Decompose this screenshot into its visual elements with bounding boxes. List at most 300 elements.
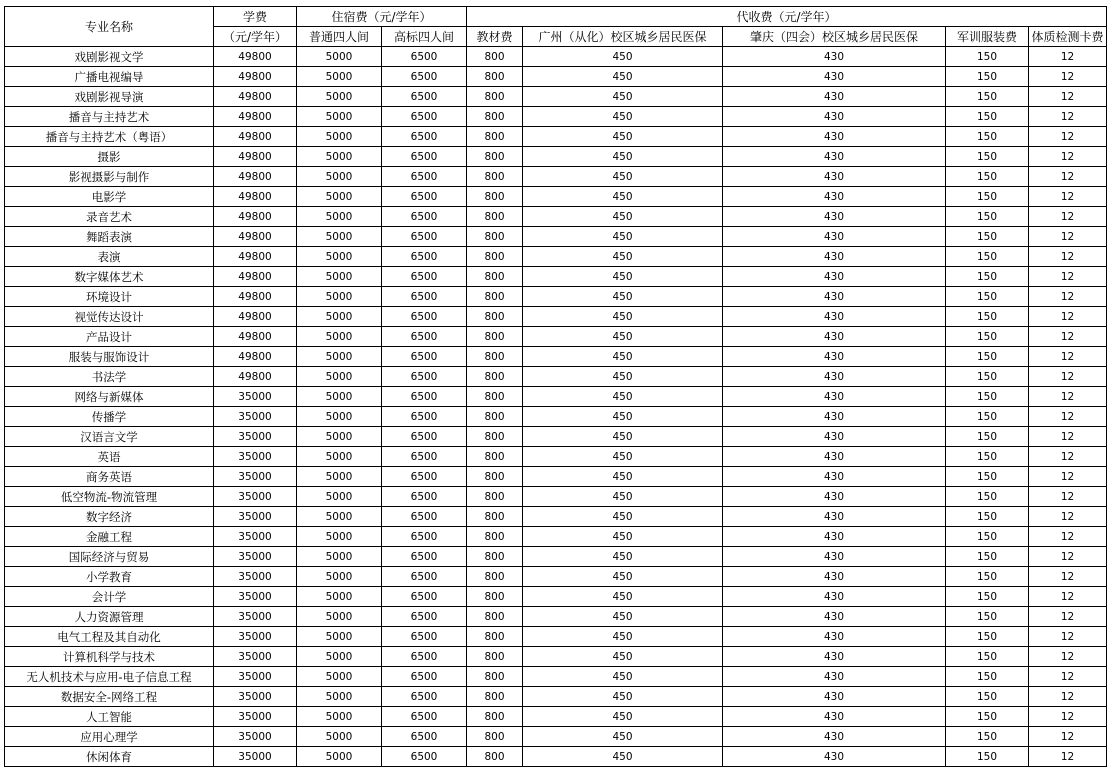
lodging-regular-cell: 5000: [297, 587, 382, 607]
major-name-cell: 商务英语: [5, 467, 214, 487]
uniform-cell: 150: [946, 287, 1029, 307]
physical-card-cell: 12: [1029, 247, 1107, 267]
insurance-guangzhou-cell: 450: [523, 87, 723, 107]
insurance-guangzhou-cell: 450: [523, 687, 723, 707]
uniform-cell: 150: [946, 327, 1029, 347]
table-row: [5, 507, 1107, 527]
physical-card-cell: 12: [1029, 287, 1107, 307]
major-name-cell: 无人机技术与应用-电子信息工程: [5, 667, 214, 687]
tuition-cell: 49800: [214, 207, 297, 227]
tuition-cell: 49800: [214, 127, 297, 147]
physical-card-cell: 12: [1029, 347, 1107, 367]
lodging-regular-cell: 5000: [297, 507, 382, 527]
insurance-zhaoqing-cell: 430: [723, 107, 946, 127]
lodging-regular-cell: 5000: [297, 227, 382, 247]
lodging-regular-cell: 5000: [297, 107, 382, 127]
physical-card-cell: 12: [1029, 47, 1107, 67]
tuition-cell: 49800: [214, 47, 297, 67]
header-lodging-regular: 普通四人间: [297, 27, 382, 47]
lodging-regular-cell: 5000: [297, 367, 382, 387]
table-row: [5, 427, 1107, 447]
lodging-premium-cell: 6500: [382, 187, 467, 207]
tuition-cell: 35000: [214, 527, 297, 547]
textbook-cell: 800: [467, 287, 523, 307]
textbook-cell: 800: [467, 127, 523, 147]
insurance-zhaoqing-cell: 430: [723, 267, 946, 287]
physical-card-cell: 12: [1029, 427, 1107, 447]
lodging-premium-cell: 6500: [382, 667, 467, 687]
textbook-cell: 800: [467, 67, 523, 87]
major-name-cell: 书法学: [5, 367, 214, 387]
lodging-premium-cell: 6500: [382, 567, 467, 587]
lodging-premium-cell: 6500: [382, 107, 467, 127]
tuition-cell: 35000: [214, 467, 297, 487]
table-row: [5, 87, 1107, 107]
header-insurance-zhaoqing: 肇庆（四会）校区城乡居民医保: [723, 27, 946, 47]
uniform-cell: 150: [946, 707, 1029, 727]
physical-card-cell: 12: [1029, 687, 1107, 707]
tuition-cell: 35000: [214, 627, 297, 647]
physical-card-cell: 12: [1029, 647, 1107, 667]
table-row: [5, 607, 1107, 627]
insurance-guangzhou-cell: 450: [523, 427, 723, 447]
insurance-zhaoqing-cell: 430: [723, 67, 946, 87]
uniform-cell: 150: [946, 67, 1029, 87]
insurance-guangzhou-cell: 450: [523, 447, 723, 467]
insurance-zhaoqing-cell: 430: [723, 307, 946, 327]
insurance-zhaoqing-cell: 430: [723, 687, 946, 707]
lodging-regular-cell: 5000: [297, 347, 382, 367]
major-name-cell: 小学教育: [5, 567, 214, 587]
lodging-premium-cell: 6500: [382, 367, 467, 387]
physical-card-cell: 12: [1029, 727, 1107, 747]
lodging-premium-cell: 6500: [382, 527, 467, 547]
lodging-premium-cell: 6500: [382, 627, 467, 647]
uniform-cell: 150: [946, 507, 1029, 527]
tuition-cell: 49800: [214, 67, 297, 87]
insurance-guangzhou-cell: 450: [523, 727, 723, 747]
uniform-cell: 150: [946, 227, 1029, 247]
lodging-regular-cell: 5000: [297, 427, 382, 447]
lodging-premium-cell: 6500: [382, 487, 467, 507]
header-tuition: 学费: [214, 7, 297, 27]
major-name-cell: 播音与主持艺术（粤语）: [5, 127, 214, 147]
textbook-cell: 800: [467, 627, 523, 647]
table-row: [5, 267, 1107, 287]
major-name-cell: 服装与服饰设计: [5, 347, 214, 367]
major-name-cell: 广播电视编导: [5, 67, 214, 87]
lodging-regular-cell: 5000: [297, 327, 382, 347]
insurance-guangzhou-cell: 450: [523, 47, 723, 67]
table-row: [5, 347, 1107, 367]
insurance-zhaoqing-cell: 430: [723, 647, 946, 667]
uniform-cell: 150: [946, 247, 1029, 267]
tuition-cell: 35000: [214, 647, 297, 667]
lodging-premium-cell: 6500: [382, 207, 467, 227]
lodging-regular-cell: 5000: [297, 267, 382, 287]
insurance-guangzhou-cell: 450: [523, 347, 723, 367]
textbook-cell: 800: [467, 187, 523, 207]
major-name-cell: 电气工程及其自动化: [5, 627, 214, 647]
major-name-cell: 人工智能: [5, 707, 214, 727]
lodging-premium-cell: 6500: [382, 727, 467, 747]
major-name-cell: 舞蹈表演: [5, 227, 214, 247]
table-row: [5, 467, 1107, 487]
insurance-guangzhou-cell: 450: [523, 587, 723, 607]
textbook-cell: 800: [467, 367, 523, 387]
lodging-regular-cell: 5000: [297, 447, 382, 467]
table-row: [5, 207, 1107, 227]
lodging-regular-cell: 5000: [297, 607, 382, 627]
lodging-premium-cell: 6500: [382, 507, 467, 527]
tuition-cell: 35000: [214, 427, 297, 447]
uniform-cell: 150: [946, 87, 1029, 107]
table-row: [5, 627, 1107, 647]
lodging-premium-cell: 6500: [382, 47, 467, 67]
insurance-guangzhou-cell: 450: [523, 187, 723, 207]
insurance-guangzhou-cell: 450: [523, 467, 723, 487]
insurance-zhaoqing-cell: 430: [723, 487, 946, 507]
physical-card-cell: 12: [1029, 467, 1107, 487]
insurance-zhaoqing-cell: 430: [723, 707, 946, 727]
major-name-cell: 人力资源管理: [5, 607, 214, 627]
physical-card-cell: 12: [1029, 67, 1107, 87]
textbook-cell: 800: [467, 307, 523, 327]
major-name-cell: 数字经济: [5, 507, 214, 527]
lodging-regular-cell: 5000: [297, 547, 382, 567]
lodging-premium-cell: 6500: [382, 747, 467, 767]
lodging-premium-cell: 6500: [382, 387, 467, 407]
insurance-zhaoqing-cell: 430: [723, 547, 946, 567]
tuition-cell: 35000: [214, 407, 297, 427]
physical-card-cell: 12: [1029, 567, 1107, 587]
lodging-premium-cell: 6500: [382, 287, 467, 307]
major-name-cell: 传播学: [5, 407, 214, 427]
insurance-guangzhou-cell: 450: [523, 707, 723, 727]
physical-card-cell: 12: [1029, 227, 1107, 247]
physical-card-cell: 12: [1029, 407, 1107, 427]
major-name-cell: 电影学: [5, 187, 214, 207]
physical-card-cell: 12: [1029, 267, 1107, 287]
physical-card-cell: 12: [1029, 147, 1107, 167]
lodging-regular-cell: 5000: [297, 707, 382, 727]
table-row: [5, 107, 1107, 127]
physical-card-cell: 12: [1029, 107, 1107, 127]
table-row: [5, 707, 1107, 727]
lodging-premium-cell: 6500: [382, 647, 467, 667]
insurance-guangzhou-cell: 450: [523, 127, 723, 147]
lodging-premium-cell: 6500: [382, 347, 467, 367]
lodging-premium-cell: 6500: [382, 587, 467, 607]
insurance-guangzhou-cell: 450: [523, 607, 723, 627]
lodging-premium-cell: 6500: [382, 227, 467, 247]
lodging-premium-cell: 6500: [382, 427, 467, 447]
tuition-cell: 49800: [214, 227, 297, 247]
tuition-cell: 49800: [214, 107, 297, 127]
lodging-premium-cell: 6500: [382, 607, 467, 627]
table-row: [5, 407, 1107, 427]
lodging-regular-cell: 5000: [297, 687, 382, 707]
insurance-guangzhou-cell: 450: [523, 387, 723, 407]
uniform-cell: 150: [946, 147, 1029, 167]
lodging-regular-cell: 5000: [297, 147, 382, 167]
header-physical-card: 体质检测卡费: [1029, 27, 1107, 47]
uniform-cell: 150: [946, 407, 1029, 427]
tuition-cell: 49800: [214, 87, 297, 107]
lodging-regular-cell: 5000: [297, 207, 382, 227]
tuition-cell: 35000: [214, 587, 297, 607]
table-row: [5, 187, 1107, 207]
textbook-cell: 800: [467, 707, 523, 727]
insurance-zhaoqing-cell: 430: [723, 407, 946, 427]
tuition-cell: 49800: [214, 307, 297, 327]
major-name-cell: 影视摄影与制作: [5, 167, 214, 187]
major-name-cell: 录音艺术: [5, 207, 214, 227]
major-name-cell: 摄影: [5, 147, 214, 167]
insurance-guangzhou-cell: 450: [523, 647, 723, 667]
insurance-guangzhou-cell: 450: [523, 747, 723, 767]
tuition-cell: 49800: [214, 267, 297, 287]
tuition-cell: 35000: [214, 567, 297, 587]
physical-card-cell: 12: [1029, 87, 1107, 107]
uniform-cell: 150: [946, 667, 1029, 687]
insurance-zhaoqing-cell: 430: [723, 167, 946, 187]
tuition-cell: 35000: [214, 547, 297, 567]
insurance-zhaoqing-cell: 430: [723, 587, 946, 607]
uniform-cell: 150: [946, 447, 1029, 467]
table-row: [5, 147, 1107, 167]
lodging-regular-cell: 5000: [297, 647, 382, 667]
physical-card-cell: 12: [1029, 507, 1107, 527]
uniform-cell: 150: [946, 607, 1029, 627]
textbook-cell: 800: [467, 747, 523, 767]
table-row: [5, 487, 1107, 507]
major-name-cell: 应用心理学: [5, 727, 214, 747]
table-row: [5, 227, 1107, 247]
fee-table: [4, 6, 1107, 767]
insurance-guangzhou-cell: 450: [523, 207, 723, 227]
lodging-regular-cell: 5000: [297, 487, 382, 507]
table-row: [5, 367, 1107, 387]
tuition-cell: 49800: [214, 347, 297, 367]
uniform-cell: 150: [946, 527, 1029, 547]
textbook-cell: 800: [467, 687, 523, 707]
insurance-guangzhou-cell: 450: [523, 367, 723, 387]
lodging-premium-cell: 6500: [382, 327, 467, 347]
insurance-guangzhou-cell: 450: [523, 567, 723, 587]
uniform-cell: 150: [946, 487, 1029, 507]
lodging-premium-cell: 6500: [382, 467, 467, 487]
insurance-zhaoqing-cell: 430: [723, 467, 946, 487]
tuition-cell: 49800: [214, 327, 297, 347]
textbook-cell: 800: [467, 167, 523, 187]
textbook-cell: 800: [467, 327, 523, 347]
uniform-cell: 150: [946, 427, 1029, 447]
uniform-cell: 150: [946, 207, 1029, 227]
insurance-guangzhou-cell: 450: [523, 267, 723, 287]
table-row: [5, 307, 1107, 327]
major-name-cell: 视觉传达设计: [5, 307, 214, 327]
textbook-cell: 800: [467, 487, 523, 507]
major-name-cell: 汉语言文学: [5, 427, 214, 447]
insurance-guangzhou-cell: 450: [523, 627, 723, 647]
uniform-cell: 150: [946, 267, 1029, 287]
lodging-premium-cell: 6500: [382, 407, 467, 427]
major-name-cell: 产品设计: [5, 327, 214, 347]
header-major: 专业名称: [5, 7, 214, 47]
table-body: [5, 47, 1107, 767]
major-name-cell: 英语: [5, 447, 214, 467]
tuition-cell: 35000: [214, 707, 297, 727]
tuition-cell: 35000: [214, 487, 297, 507]
uniform-cell: 150: [946, 647, 1029, 667]
header-lodging-premium: 高标四人间: [382, 27, 467, 47]
lodging-regular-cell: 5000: [297, 187, 382, 207]
insurance-zhaoqing-cell: 430: [723, 427, 946, 447]
table-header: [5, 7, 1107, 47]
lodging-premium-cell: 6500: [382, 167, 467, 187]
textbook-cell: 800: [467, 727, 523, 747]
lodging-regular-cell: 5000: [297, 467, 382, 487]
textbook-cell: 800: [467, 147, 523, 167]
lodging-regular-cell: 5000: [297, 387, 382, 407]
lodging-regular-cell: 5000: [297, 307, 382, 327]
lodging-regular-cell: 5000: [297, 247, 382, 267]
textbook-cell: 800: [467, 527, 523, 547]
lodging-premium-cell: 6500: [382, 87, 467, 107]
physical-card-cell: 12: [1029, 747, 1107, 767]
uniform-cell: 150: [946, 347, 1029, 367]
major-name-cell: 戏剧影视导演: [5, 87, 214, 107]
uniform-cell: 150: [946, 367, 1029, 387]
insurance-guangzhou-cell: 450: [523, 527, 723, 547]
insurance-zhaoqing-cell: 430: [723, 627, 946, 647]
textbook-cell: 800: [467, 107, 523, 127]
table-row: [5, 587, 1107, 607]
table-row: [5, 667, 1107, 687]
lodging-premium-cell: 6500: [382, 247, 467, 267]
insurance-zhaoqing-cell: 430: [723, 127, 946, 147]
lodging-regular-cell: 5000: [297, 747, 382, 767]
textbook-cell: 800: [467, 547, 523, 567]
insurance-guangzhou-cell: 450: [523, 667, 723, 687]
insurance-guangzhou-cell: 450: [523, 147, 723, 167]
insurance-zhaoqing-cell: 430: [723, 507, 946, 527]
insurance-zhaoqing-cell: 430: [723, 287, 946, 307]
textbook-cell: 800: [467, 467, 523, 487]
insurance-zhaoqing-cell: 430: [723, 347, 946, 367]
lodging-premium-cell: 6500: [382, 547, 467, 567]
uniform-cell: 150: [946, 187, 1029, 207]
lodging-regular-cell: 5000: [297, 527, 382, 547]
major-name-cell: 数字媒体艺术: [5, 267, 214, 287]
lodging-premium-cell: 6500: [382, 267, 467, 287]
insurance-guangzhou-cell: 450: [523, 507, 723, 527]
tuition-cell: 35000: [214, 607, 297, 627]
insurance-guangzhou-cell: 450: [523, 227, 723, 247]
insurance-guangzhou-cell: 450: [523, 407, 723, 427]
insurance-zhaoqing-cell: 430: [723, 87, 946, 107]
header-collected-fees: 代收费（元/学年）: [467, 7, 1107, 27]
insurance-guangzhou-cell: 450: [523, 327, 723, 347]
lodging-premium-cell: 6500: [382, 707, 467, 727]
uniform-cell: 150: [946, 47, 1029, 67]
textbook-cell: 800: [467, 87, 523, 107]
table-row: [5, 527, 1107, 547]
lodging-premium-cell: 6500: [382, 147, 467, 167]
textbook-cell: 800: [467, 667, 523, 687]
textbook-cell: 800: [467, 387, 523, 407]
table-row: [5, 687, 1107, 707]
major-name-cell: 戏剧影视文学: [5, 47, 214, 67]
physical-card-cell: 12: [1029, 307, 1107, 327]
insurance-zhaoqing-cell: 430: [723, 447, 946, 467]
major-name-cell: 国际经济与贸易: [5, 547, 214, 567]
table-row: [5, 567, 1107, 587]
major-name-cell: 低空物流-物流管理: [5, 487, 214, 507]
insurance-zhaoqing-cell: 430: [723, 327, 946, 347]
table-row: [5, 247, 1107, 267]
insurance-zhaoqing-cell: 430: [723, 387, 946, 407]
physical-card-cell: 12: [1029, 667, 1107, 687]
table-row: [5, 287, 1107, 307]
insurance-zhaoqing-cell: 430: [723, 607, 946, 627]
textbook-cell: 800: [467, 347, 523, 367]
physical-card-cell: 12: [1029, 207, 1107, 227]
textbook-cell: 800: [467, 647, 523, 667]
lodging-regular-cell: 5000: [297, 47, 382, 67]
uniform-cell: 150: [946, 307, 1029, 327]
textbook-cell: 800: [467, 427, 523, 447]
lodging-regular-cell: 5000: [297, 727, 382, 747]
major-name-cell: 数据安全-网络工程: [5, 687, 214, 707]
textbook-cell: 800: [467, 607, 523, 627]
table-row: [5, 167, 1107, 187]
insurance-guangzhou-cell: 450: [523, 487, 723, 507]
insurance-zhaoqing-cell: 430: [723, 247, 946, 267]
textbook-cell: 800: [467, 247, 523, 267]
lodging-regular-cell: 5000: [297, 667, 382, 687]
table-row: [5, 547, 1107, 567]
major-name-cell: 表演: [5, 247, 214, 267]
major-name-cell: 环境设计: [5, 287, 214, 307]
insurance-zhaoqing-cell: 430: [723, 567, 946, 587]
table-row: [5, 127, 1107, 147]
uniform-cell: 150: [946, 747, 1029, 767]
major-name-cell: 计算机科学与技术: [5, 647, 214, 667]
physical-card-cell: 12: [1029, 447, 1107, 467]
lodging-regular-cell: 5000: [297, 287, 382, 307]
physical-card-cell: 12: [1029, 707, 1107, 727]
lodging-premium-cell: 6500: [382, 447, 467, 467]
header-insurance-guangzhou: 广州（从化）校区城乡居民医保: [523, 27, 723, 47]
table-row: [5, 727, 1107, 747]
uniform-cell: 150: [946, 687, 1029, 707]
lodging-regular-cell: 5000: [297, 67, 382, 87]
uniform-cell: 150: [946, 727, 1029, 747]
major-name-cell: 金融工程: [5, 527, 214, 547]
physical-card-cell: 12: [1029, 587, 1107, 607]
insurance-zhaoqing-cell: 430: [723, 747, 946, 767]
physical-card-cell: 12: [1029, 127, 1107, 147]
textbook-cell: 800: [467, 407, 523, 427]
table-row: [5, 747, 1107, 767]
insurance-zhaoqing-cell: 430: [723, 667, 946, 687]
insurance-guangzhou-cell: 450: [523, 107, 723, 127]
textbook-cell: 800: [467, 587, 523, 607]
table-row: [5, 387, 1107, 407]
uniform-cell: 150: [946, 547, 1029, 567]
